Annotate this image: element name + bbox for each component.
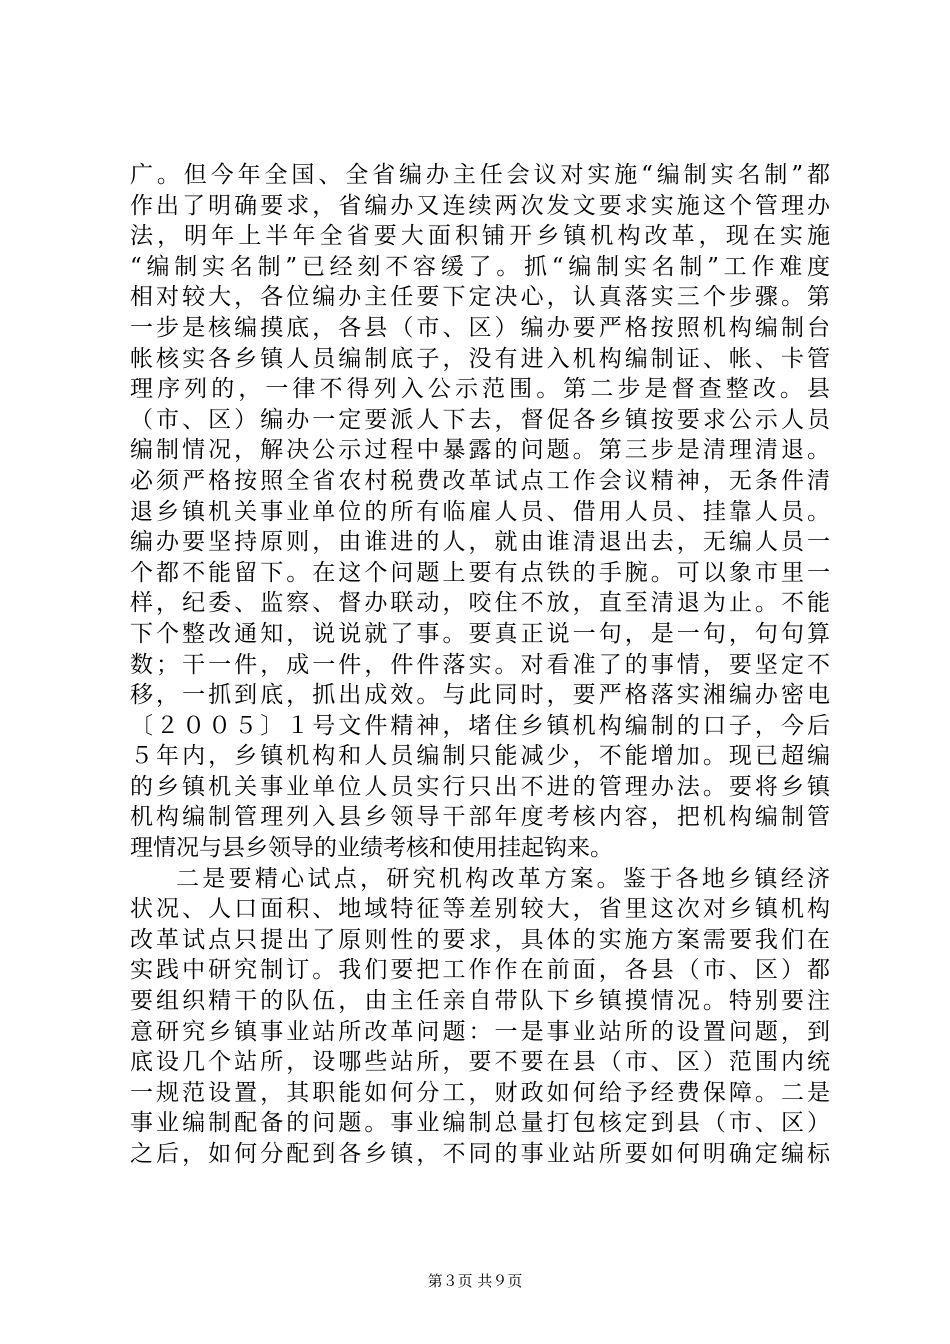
paragraph-first-line: 二是要精心试点，研究机构改革方案。鉴于各地乡镇经济 <box>176 865 830 892</box>
text-line: 数；干一件，成一件，件件落实。对看准了的事情，要坚定不 <box>130 651 830 678</box>
text-line: 下个整改通知，说说就了事。要真正说一句，是一句，句句算 <box>130 620 830 647</box>
body-text <box>130 160 830 1170</box>
text-line: 相对较大，各位编办主任要下定决心，认真落实三个步骤。第 <box>130 284 830 311</box>
text-line: 〔２００５〕１号文件精神，堵住乡镇机构编制的口子，今后 <box>130 712 830 739</box>
text-line: 底设几个站所，设哪些站所，要不要在县（市、区）范围内统 <box>130 1049 830 1076</box>
text-line: 作出了明确要求，省编办又连续两次发文要求实施这个管理办 <box>130 192 830 219</box>
text-line: 编制情况，解决公示过程中暴露的问题。第三步是清理清退。 <box>130 437 830 464</box>
text-line: 退乡镇机关事业单位的所有临雇人员、借用人员、挂靠人员。 <box>130 498 830 525</box>
text-line: 要组织精干的队伍，由主任亲自带队下乡镇摸情况。特别要注 <box>130 988 830 1015</box>
text-line: 编办要坚持原则，由谁进的人，就由谁清退出去，无编人员一 <box>130 529 830 556</box>
text-line: （市、区）编办一定要派人下去，督促各乡镇按要求公示人员 <box>130 406 830 433</box>
text-line: 帐核实各乡镇人员编制底子，没有进入机构编制证、帐、卡管 <box>130 345 830 372</box>
text-line: 法，明年上半年全省要大面积铺开乡镇机构改革，现在实施 <box>130 223 830 250</box>
text-line: 之后，如何分配到各乡镇，不同的事业站所要如何明确定编标 <box>130 1141 830 1167</box>
page-footer <box>0 1271 950 1291</box>
text-line: 实践中研究制订。我们要把工作作在前面，各县（市、区）都 <box>130 957 830 984</box>
text-line: “编制实名制”已经刻不容缓了。抓“编制实名制”工作难度 <box>130 253 830 280</box>
text-line: 一规范设置，其职能如何分工，财政如何给予经费保障。二是 <box>130 1079 830 1106</box>
text-line: 一步是核编摸底，各县（市、区）编办要严格按照机构编制台 <box>130 314 830 341</box>
text-line: 意研究乡镇事业站所改革问题：一是事业站所的设置问题，到 <box>130 1018 830 1045</box>
text-line: ５年内，乡镇机构和人员编制只能减少，不能增加。现已超编 <box>130 743 830 770</box>
text-line: 事业编制配备的问题。事业编制总量打包核定到县（市、区） <box>130 1110 830 1137</box>
text-line: 移，一抓到底，抓出成效。与此同时，要严格落实湘编办密电 <box>130 682 830 709</box>
text-line: 必须严格按照全省农村税费改革试点工作会议精神，无条件清 <box>130 467 830 494</box>
text-line: 的乡镇机关事业单位人员实行只出不进的管理办法。要将乡镇 <box>130 773 830 800</box>
page-number-label: 第３页 共９页 <box>427 1272 523 1290</box>
text-line: 个都不能留下。在这个问题上要有点铁的手腕。可以象市里一 <box>130 559 830 586</box>
text-line: 理情况与县乡领导的业绩考核和使用挂起钩来。 <box>130 835 613 862</box>
text-line: 改革试点只提出了原则性的要求，具体的实施方案需要我们在 <box>130 926 830 953</box>
text-line: 机构编制管理列入县乡领导干部年度考核内容，把机构编制管 <box>130 804 830 831</box>
text-line: 状况、人口面积、地域特征等差别较大，省里这次对乡镇机构 <box>130 896 830 923</box>
text-line: 样，纪委、监察、督办联动，咬住不放，直至清退为止。不能 <box>130 590 830 617</box>
text-line: 理序列的，一律不得列入公示范围。第二步是督查整改。县 <box>130 376 830 403</box>
text-line: 广。但今年全国、全省编办主任会议对实施“编制实名制”都 <box>130 162 830 188</box>
